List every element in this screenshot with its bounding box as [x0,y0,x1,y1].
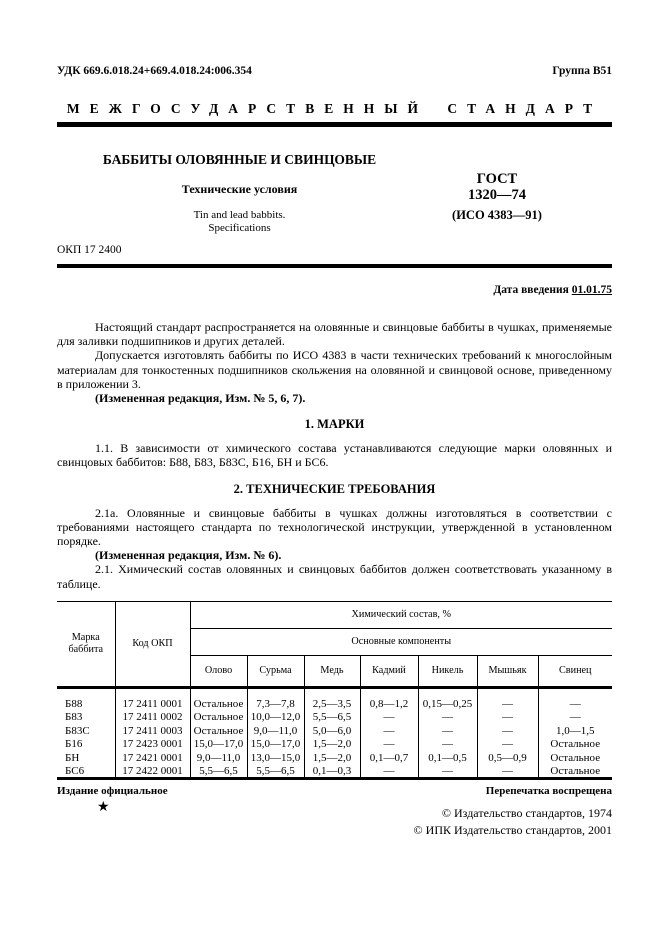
table-cell: Остальное [550,751,601,764]
table-cell: 7,3—7,8 [247,687,304,711]
table-row [57,752,612,766]
table-cell: — [477,687,538,711]
column-header-antimony: Сурьма [247,655,304,687]
column-group-header: Химический состав, % [190,601,612,628]
standard-type-heading: МЕЖГОСУДАРСТВЕННЫЙ СТАНДАРТ [66,101,603,116]
table-cell: 1,0—1,5 [556,724,595,737]
grade-cell: Б16 [57,738,115,752]
column-header-cadmium: Кадмий [360,655,418,687]
table-cell: 0,1—0,7 [360,752,418,766]
title-en-line1: Tin and lead babbits. [193,209,286,221]
copyright-line-2001: © ИПК Издательство стандартов, 2001 [413,823,612,837]
table-row [57,687,612,711]
marks-paragraph: 1.1. В зависимости от химического состава устанавливаются следующие марки оловянных и свинцовых баббитов: Б88, Б83, Б83С, Б16, БН и БС6. [57,441,612,470]
table-cell: 1,5—2,0 [304,752,360,766]
table-cell: — [418,765,477,779]
table-cell: 0,5—0,9 [477,752,538,766]
table-cell: Остальное [190,687,247,711]
table-row [57,711,612,725]
table-cell: — [477,738,538,752]
table-cell: 17 2411 0001 [115,687,190,711]
grade-cell: БН [57,752,115,766]
table-cell: 15,0—17,0 [190,738,247,752]
intro-paragraph-scope: Настоящий стандарт распространяется на оловянные и свинцовые баббиты в чушках, применяемые для заливки подшипников и других деталей. [57,320,612,349]
table-cell: Остальное [550,738,601,751]
table-cell: 17 2422 0001 [115,765,190,779]
document-title: БАББИТЫ ОЛОВЯННЫЕ И СВИНЦОВЫЕ [102,152,377,167]
table-cell: Остальное [190,725,247,739]
table-cell: — [360,738,418,752]
grade-cell: Б83С [57,725,115,739]
table-cell: — [477,765,538,779]
copyright-line-1974: © Издательство стандартов, 1974 [441,806,612,820]
column-header-okp: Код ОКП [115,601,190,687]
table-cell: — [569,711,581,724]
table-row [57,738,612,752]
column-header-mark: Марка баббита [57,601,115,687]
table-cell: — [418,725,477,739]
official-edition-label: Издание официальное [57,785,168,797]
table-cell: 13,0—15,0 [247,752,304,766]
table-cell: — [477,725,538,739]
title-column [57,151,422,235]
classification-row [57,64,612,78]
gost-number: 1320—74 [468,187,526,203]
title-en-line2: Specifications [208,222,271,234]
intro-paragraph-iso: Допускается изготовлять баббиты по ИСО 4383 в части технических требований к многослойным материалам для тонкостенных подшипников скольжения на оловянной и свинцовой основе, приведенному в приложении 3. [57,348,612,391]
table-cell: 17 2411 0003 [115,725,190,739]
column-header-nickel: Никель [418,655,477,687]
grade-cell: Б83 [57,711,115,725]
table-cell: — [360,711,418,725]
table-cell: 5,0—6,0 [304,725,360,739]
table-cell: 0,1—0,3 [304,765,360,779]
grade-cell: Б88 [57,687,115,711]
footer-divider-rule [57,777,612,780]
reprint-prohibited-label: Перепечатка воспрещена [485,785,612,797]
table-cell: 9,0—11,0 [247,725,304,739]
group-code: Группа В51 [552,65,612,77]
intro-amendment-note: (Измененная редакция, Изм. № 5, 6, 7). [95,391,306,406]
title-divider-rule [57,264,612,268]
table-cell: Остальное [550,765,601,778]
column-subgroup-header: Основные компоненты [190,628,612,655]
header-divider-rule [57,122,612,127]
table-body [57,687,612,779]
gost-designation-block [422,151,612,235]
tech-amendment-note: (Измененная редакция, Изм. № 6). [95,548,282,563]
table-cell: — [360,765,418,779]
column-header-copper: Медь [304,655,360,687]
official-edition-star-icon: ★ [97,800,110,815]
table-cell: 5,5—6,5 [247,765,304,779]
table-cell: 1,5—2,0 [304,738,360,752]
footer-notice-row [57,785,612,798]
document-subtitle: Технические условия [181,182,298,196]
title-block [57,151,612,235]
okp-code: ОКП 17 2400 [57,244,122,256]
table-row [57,725,612,739]
column-header-lead: Свинец [559,665,592,677]
table-cell: 10,0—12,0 [247,711,304,725]
iso-reference: (ИСО 4383—91) [452,208,542,222]
table-cell: 9,0—11,0 [190,752,247,766]
table-cell: 0,15—0,25 [418,687,477,711]
section-heading-marks: 1. МАРКИ [304,417,365,432]
effective-date-label: Дата введения [493,284,569,296]
section-heading-technical: 2. ТЕХНИЧЕСКИЕ ТРЕБОВАНИЯ [233,481,436,496]
table-cell: Остальное [190,711,247,725]
table-cell: 0,1—0,5 [418,752,477,766]
copyright-block [57,805,612,839]
chemical-composition-table [57,601,612,779]
table-cell: 15,0—17,0 [247,738,304,752]
column-header-tin: Олово [190,655,247,687]
table-cell: — [418,711,477,725]
page-footer [57,777,612,839]
gost-label: ГОСТ [476,171,518,187]
table-cell: 0,8—1,2 [360,687,418,711]
table-cell: 17 2411 0002 [115,711,190,725]
table-cell: 2,5—3,5 [304,687,360,711]
table-cell: — [477,711,538,725]
udk-number: УДК 669.6.018.24+669.4.018.24:006.354 [57,65,252,77]
effective-date-line [57,283,612,297]
table-cell: — [418,738,477,752]
grade-cell: БС6 [57,765,115,779]
table-cell: — [538,687,612,711]
table-header [57,601,612,687]
document-title-english [57,209,422,235]
column-header-arsenic: Мышьяк [477,655,538,687]
tech-paragraph-2-1a: 2.1а. Оловянные и свинцовые баббиты в чушках должны изготовляться в соответствии с требованиями настоящего стандарта по технологической инструкции, утвержденной в установленном порядке. [57,505,612,549]
table-cell: 5,5—6,5 [190,765,247,779]
table-cell: 17 2421 0001 [115,752,190,766]
effective-date-value: 01.01.75 [571,284,612,296]
table-cell: 17 2423 0001 [115,738,190,752]
table-cell: 5,5—6,5 [304,711,360,725]
table-cell: — [360,725,418,739]
tech-paragraph-2-1: 2.1. Химический состав оловянных и свинцовых баббитов должен соответствовать указанному в таблице. [57,562,612,591]
